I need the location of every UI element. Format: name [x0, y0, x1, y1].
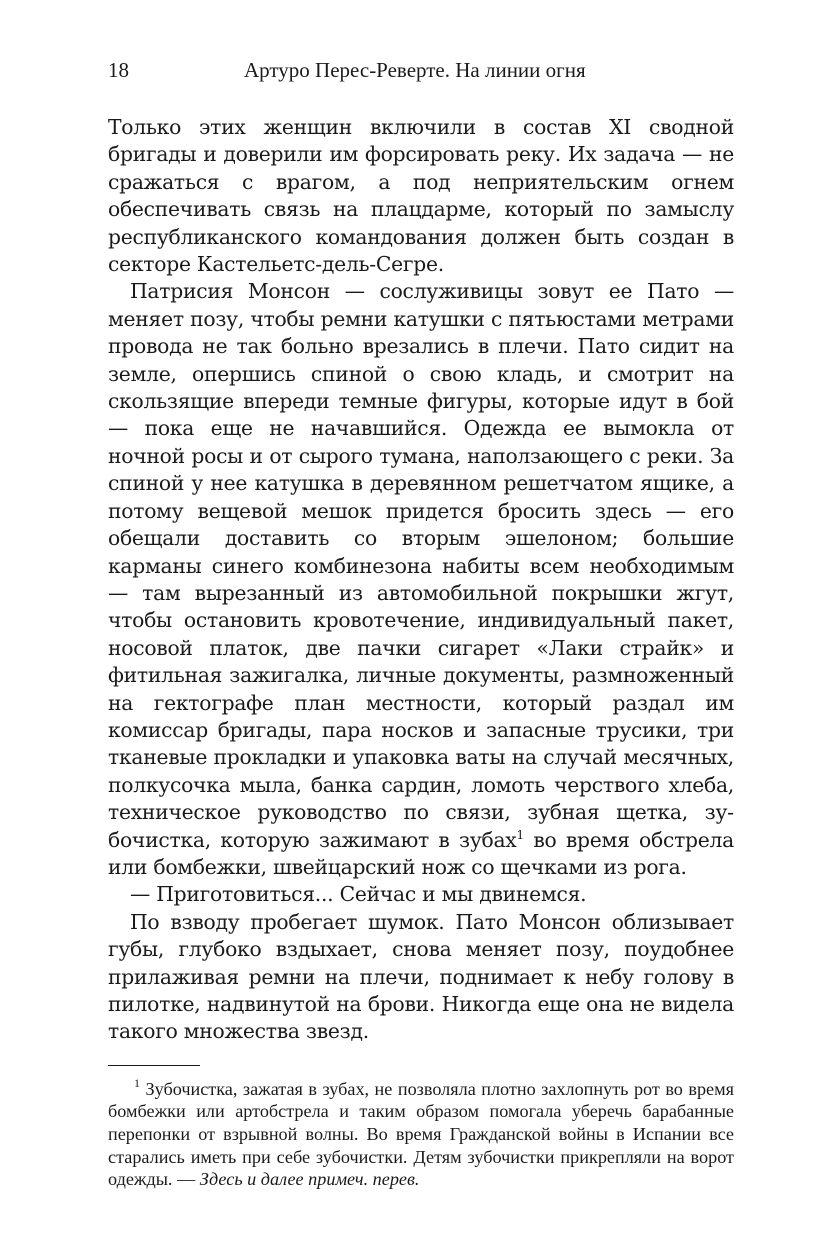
page-number: 18 — [108, 58, 129, 82]
paragraph — [108, 278, 734, 881]
footnote-divider — [108, 1065, 200, 1066]
footnote-attribution: Здесь и далее примеч. перев. — [199, 1169, 420, 1190]
footnote — [108, 1075, 734, 1191]
book-page — [108, 58, 734, 1191]
paragraph-text: Патрисия Монсон — сослуживицы зовут ее Пато — меняет позу, чтобы ремни катушки с пятьюстами метрами провода не так больно врезались в плечи. Пато сидит на земле, опершись спиной о свою кладь, и смотрит на скользящие впереди темные фигуры, которые идут в бой — пока еще не начавшийся. Одежда ее вымокла от ночной росы и от сырого тумана, наползающего с реки. За спиной у нее катушка в деревянном решетчатом ящике, а потому вещевой мешок придется бросить здесь — его обещали доставить со вторым эшелоном; большие карманы синего комбинезона набиты всем необходимым — там вырезанный из автомобильной покрышки жгут, чтобы остановить кровотечение, индивидуальный пакет, носовой платок, две пачки сигарет «Лаки страйк» и фитильная зажигалка, личные документы, размноженный на гектографе план местности, который раздал им комиссар бригады, пара носков и запасные трусики, три тканевые прокладки и упаковка ваты на случай месячных, полкусочка мыла, банка сардин, ломоть черствого хлеба, техническое руководство по связи, зубная щетка, зубочистка, которую зажимают в зубах — [108, 279, 734, 852]
running-header — [108, 58, 734, 92]
footnote-marker: 1 — [134, 1075, 140, 1090]
footnote-reference: 1 — [516, 827, 524, 842]
main-text — [108, 114, 734, 1046]
paragraph: Только этих женщин включили в состав XI сводной бригады и доверили им форсировать реку. Их задача — не сражаться с врагом, а под неприятельским огнем обеспечивать связь на плацдарме, который по замыслу республиканского командования должен быть создан в секторе Кастельетс-дель-Сегре. — [108, 115, 734, 277]
running-title: Артуро Перес-Реверте. На линии огня — [244, 58, 586, 82]
paragraph: По взводу пробегает шумок. Пато Монсон облизывает губы, глубоко вздыхает, снова меняет позу, поудобнее прилаживая ремни на плечи, поднимает к небу голову в пилотке, надвинутой на брови. Никогда еще она не видела такого множества звезд. — [108, 909, 734, 1044]
footnote-text: Зубочистка, зажатая в зубах, не позволяла плотно захлопнуть рот во время бомбежки или артобстрела и таким образом помогала уберечь барабанные перепонки от взрывной волны. Во время Гражданской войны в Испании все старались иметь при себе зубочистки. Детям зубочистки прикрепляли на ворот одежды. — — [108, 1078, 734, 1190]
paragraph-text: во время обстрела или бомбежки, швейцарский нож со щечками из рога. — [108, 827, 735, 879]
dialogue-line: — Приготовиться... Сейчас и мы двинемся. — [130, 882, 587, 907]
